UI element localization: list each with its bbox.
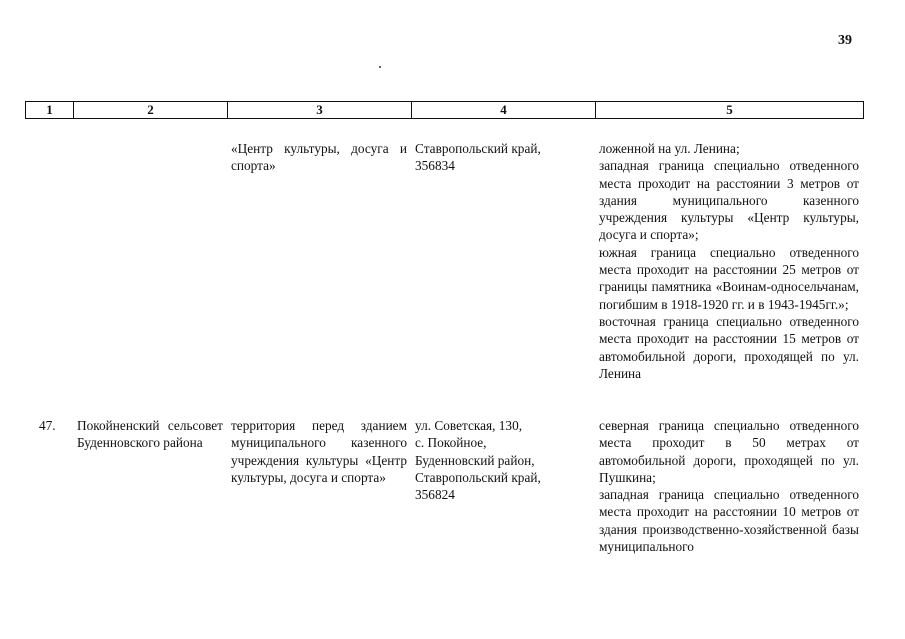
subject-cell [73, 140, 227, 382]
boundary-text: ложенной на ул. Ленина; [599, 141, 740, 156]
column-header-1: 1 [26, 102, 74, 119]
boundary-text: южная граница специально отведенного места проходит на расстоянии 25 метров от границы памятника «Воинам-односельчанам, погибшим в 1918-1920 гг. и в 1943-1945гг.»; [599, 244, 859, 312]
address-line: с. Покойное, [415, 435, 487, 451]
continued-row-table [25, 140, 863, 382]
table-row [25, 140, 863, 382]
boundary-text: западная граница специально отведенного места проходит на расстоянии 3 метров от здания муниципального казенного учреждения культуры «Центр культуры, досуга и спорта»; [599, 158, 859, 243]
column-header-2: 2 [74, 102, 228, 119]
location-description-cell: территория перед зданием муниципального казенного учреждения культуры «Центр культуры, досуга и спорта» [231, 418, 407, 485]
column-header-table [25, 101, 864, 119]
address-line: ул. Советская, 130, [415, 418, 523, 433]
boundary-text: северная граница специально отведенного места проходит в 50 метрах от автомобильной дороги, проходящей по ул. Пушкина; [599, 418, 859, 485]
address-line: 356824 [415, 487, 455, 503]
scan-speck [379, 66, 381, 68]
address-line: Ставропольский край, [415, 469, 541, 485]
address-cell [411, 140, 595, 382]
column-header-5: 5 [596, 102, 864, 119]
row-number-cell: 47. [39, 418, 56, 433]
address-line: 356834 [415, 158, 455, 174]
subject-cell: Покойненский сельсовет Буденновского района [77, 418, 223, 451]
location-description-cell: «Центр культуры, досуга и спорта» [231, 141, 407, 174]
column-header-3: 3 [228, 102, 412, 119]
address-cell [411, 417, 595, 555]
boundaries-cell [595, 417, 863, 555]
row-47-table [25, 417, 863, 555]
address-line: Ставропольский край, [415, 141, 541, 156]
row-number-cell [25, 140, 73, 382]
address-line: Буденновский район, [415, 452, 535, 468]
page-number: 39 [838, 33, 852, 48]
column-header-4: 4 [412, 102, 596, 119]
column-header-row [26, 102, 864, 119]
table-row [25, 417, 863, 555]
boundary-text: западная граница специально отведенного места проходит на расстоянии 10 метров от здания производственно-хозяйственной базы муниципального [599, 487, 859, 555]
boundaries-cell [595, 140, 863, 382]
boundary-text: восточная граница специально отведенного места проходит на расстоянии 15 метров от автомобильной дороги, проходящей по ул. Ленина [599, 313, 859, 381]
